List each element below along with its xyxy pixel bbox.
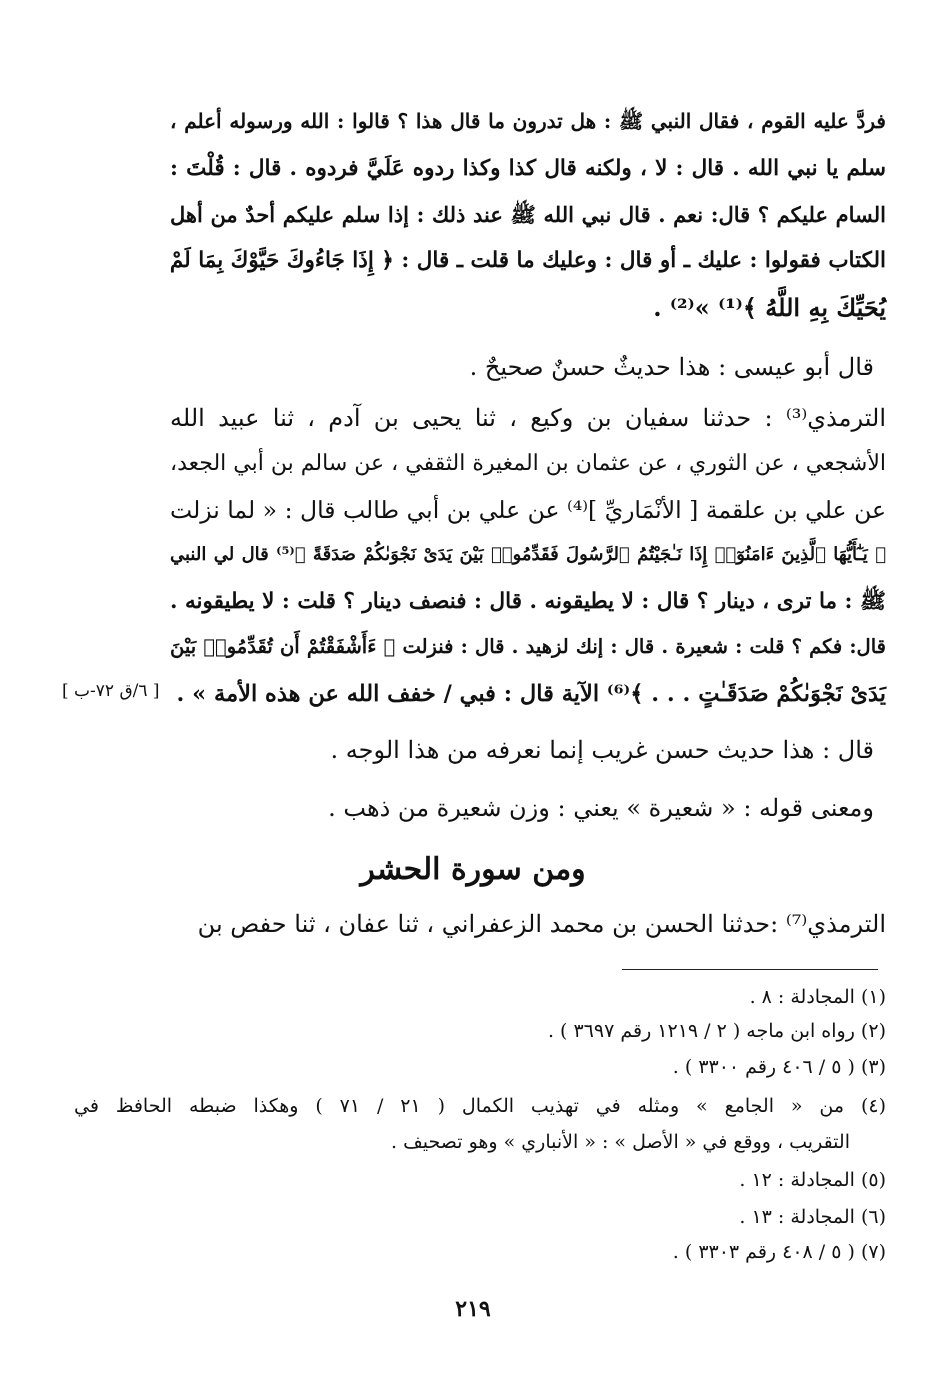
manuscript-folio-note: [ ٦/ق ٧٢-ب ] bbox=[62, 681, 160, 701]
body-line-7: الترمذي⁽³⁾ : حدثنا سفيان بن وكيع ، ثنا يحيى بن آدم ، ثنا عبيد الله bbox=[170, 404, 886, 432]
footnote-5: (٥) المجادلة : ١٢ . bbox=[739, 1169, 886, 1191]
body-line-15: ومعنى قوله : « شعيرة » يعني : وزن شعيرة من ذهب . bbox=[328, 794, 874, 822]
page-number: ٢١٩ bbox=[455, 1296, 491, 1322]
body-line-9: عن علي بن علقمة [ الأنْمَاريِّ ]⁽⁴⁾ عن علي بن أبي طالب قال : « لما نزلت bbox=[170, 496, 886, 524]
body-line-16: الترمذي⁽⁷⁾ :حدثنا الحسن بن محمد الزعفراني ، ثنا عفان ، ثنا حفص بن bbox=[197, 910, 886, 938]
body-line-6: قال أبو عيسى : هذا حديثٌ حسنٌ صحيحٌ . bbox=[469, 353, 874, 381]
body-line-11: ﷺ : ما ترى ، دينار ؟ قال : لا يطيقونه . قال : فنصف دينار ؟ قلت : لا يطيقونه . bbox=[170, 589, 886, 614]
footnote-2: (٢) رواه ابن ماجه ( ٢ / ١٢١٩ رقم ٣٦٩٧ ) . bbox=[547, 1020, 886, 1042]
body-line-3: السام عليكم ؟ قال: نعم . قال نبي الله ﷺ عند ذلك : إذا سلم عليكم أحدٌ من أهل bbox=[170, 202, 886, 227]
body-line-2: سلم يا نبي الله . قال : لا ، ولكنه قال كذا وكذا ردوه عَلَيَّ فردوه . قال : قُلْتَ : bbox=[170, 156, 886, 181]
body-line-5: يُحَيِّكَ بِهِ اللَّهُ ﴾⁽¹⁾ »⁽²⁾ . bbox=[653, 293, 886, 322]
footnote-separator bbox=[622, 969, 878, 970]
footnote-3: (٣) ( ٥ / ٤٠٦ رقم ٣٣٠٠ ) . bbox=[672, 1056, 886, 1078]
body-line-8: الأشجعي ، عن الثوري ، عن عثمان بن المغيرة الثقفي ، عن سالم بن أبي الجعد، bbox=[170, 451, 886, 476]
body-line-1: فردَّ عليه القوم ، فقال النبي ﷺ : هل تدرون ما قال هذا ؟ قالوا : الله ورسوله أعلم ، bbox=[170, 109, 886, 133]
body-line-12: قال: فكم ؟ قلت : شعيرة . قال : إنك لزهيد . قال : فنزلت ﴿ ءَأَشْفَقْتُمْ أَن تُقَدِّمُوا۟ بَيْنَ bbox=[170, 635, 886, 658]
body-line-4: الكتاب فقولوا : عليك ـ أو قال : وعليك ما قلت ـ قال : ﴿ إِذَا جَاءُوكَ حَيَّوْكَ بِمَا لَمْ bbox=[169, 248, 886, 273]
footnote-6: (٦) المجادلة : ١٣ . bbox=[739, 1206, 886, 1228]
footnote-7: (٧) ( ٥ / ٤٠٨ رقم ٣٣٠٣ ) . bbox=[672, 1241, 886, 1263]
body-line-10: ﴿ يَـٰٓأَيُّهَا ٱلَّذِينَ ءَامَنُوٓا۟ إِذَا نَـٰجَيْتُمُ ٱلرَّسُولَ فَقَدِّمُوا۟ بَيْنَ يَدَىْ نَجْوَىٰكُمْ صَدَقَةً ﴾⁽⁵⁾ قال لي النبي bbox=[170, 544, 886, 565]
body-line-13: يَدَىْ نَجْوَىٰكُمْ صَدَقَـٰتٍ . . . ﴾⁽⁶⁾ الآية قال : فبي / خفف الله عن هذه الأمة » . bbox=[176, 681, 886, 707]
section-heading: ومن سورة الحشر bbox=[360, 852, 586, 887]
footnote-1: (١) المجادلة : ٨ . bbox=[749, 986, 886, 1008]
body-line-14: قال : هذا حديث حسن غريب إنما نعرفه من هذا الوجه . bbox=[330, 736, 874, 764]
footnote-4-continuation: التقريب ، ووقع في « الأصل » : « الأنباري » وهو تصحيف . bbox=[391, 1131, 850, 1153]
footnote-4: (٤) من « الجامع » ومثله في تهذيب الكمال ( ٢١ / ٧١ ) وهكذا ضبطه الحافظ في bbox=[74, 1095, 886, 1117]
